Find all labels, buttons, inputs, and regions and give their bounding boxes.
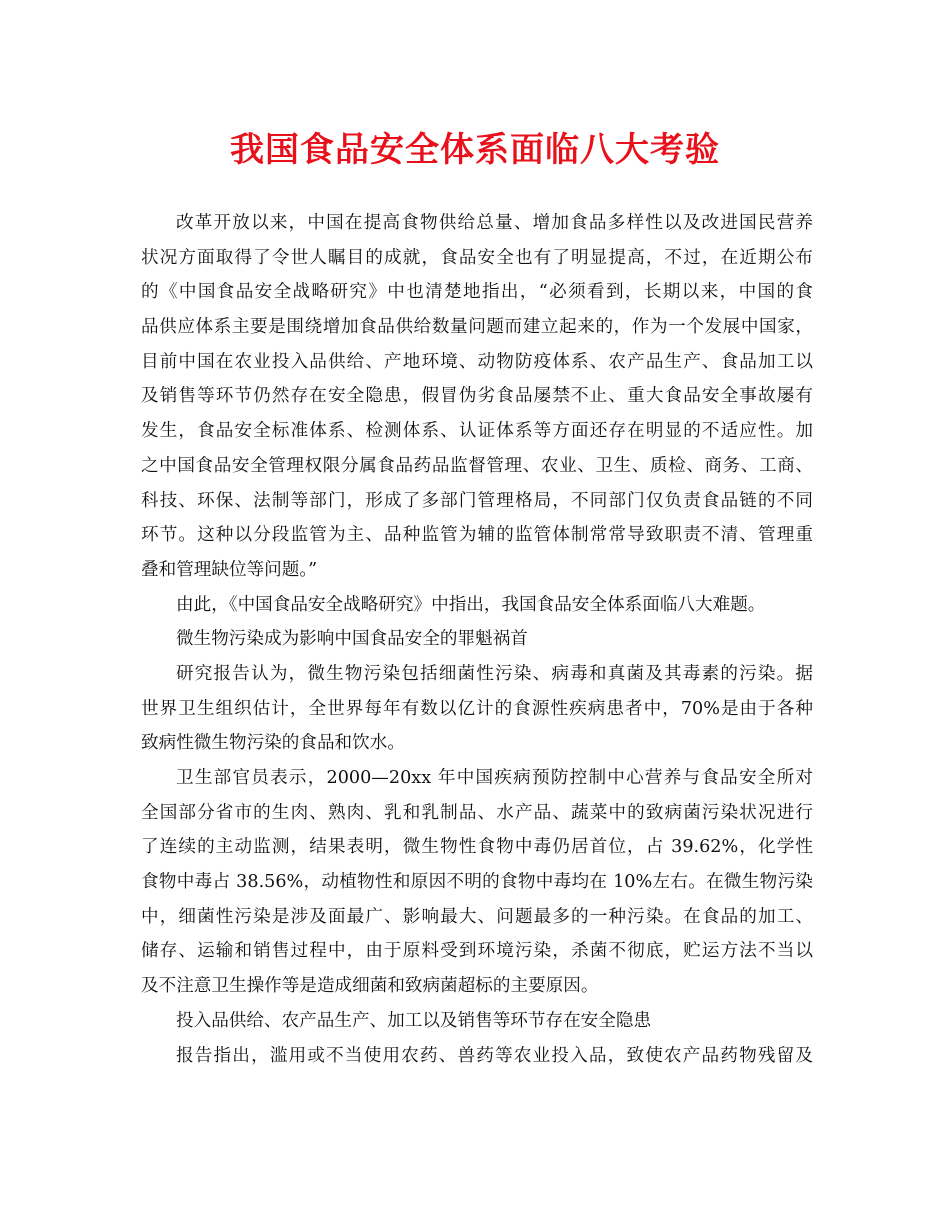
text-line: 世界卫生组织估计，全世界每年有数以亿计的食源性疾病患者中，70%是由于各种 [141, 698, 813, 719]
text-line: 目前中国在农业投入品供给、产地环境、动物防疫体系、农产品生产、食品加工以 [141, 351, 813, 372]
text-line: 研究报告认为，微生物污染包括细菌性污染、病毒和真菌及其毒素的污染。据 [176, 663, 813, 684]
text-line: 之中国食品安全管理权限分属食品药品监督管理、农业、卫生、质检、商务、工商、 [141, 455, 813, 476]
document-title: 我国食品安全体系面临八大考验 [230, 130, 720, 170]
text-line: 发生，食品安全标准体系、检测体系、认证体系等方面还存在明显的不适应性。加 [141, 421, 813, 442]
text-line: 科技、环保、法制等部门，形成了多部门管理格局，不同部门仅负责食品链的不同 [141, 490, 813, 511]
text-line: 改革开放以来，中国在提高食物供给总量、增加食品多样性以及改进国民营养 [176, 213, 813, 233]
text-line: 环节。这种以分段监管为主、品种监管为辅的监管体制常常导致职责不清、管理重 [141, 525, 813, 546]
section-heading: 投入品供给、农产品生产、加工以及销售等环节存在安全隐患 [176, 1010, 652, 1031]
text-line: 全国部分省市的生肉、熟肉、乳和乳制品、水产品、蔬菜中的致病菌污染状况进行 [141, 802, 813, 823]
text-line: 状况方面取得了令世人瞩目的成就，食品安全也有了明显提高，不过，在近期公布 [141, 247, 813, 268]
document-body [141, 206, 813, 1073]
text-line: 品供应体系主要是围绕增加食品供给数量问题而建立起来的，作为一个发展中国家， [141, 317, 813, 338]
text-line: 由此，《中国食品安全战略研究》中指出，我国食品安全体系面临八大难题。 [176, 594, 766, 615]
text-line: 的《中国食品安全战略研究》中也清楚地指出，“必须看到，长期以来，中国的食 [141, 282, 813, 303]
text-line: 储存、运输和销售过程中，由于原料受到环境污染，杀菌不彻底，贮运方法不当以 [141, 941, 813, 962]
text-line: 及不注意卫生操作等是造成细菌和致病菌超标的主要原因。 [141, 976, 599, 997]
text-line: 及销售等环节仍然存在安全隐患，假冒伪劣食品屡禁不止、重大食品安全事故屡有 [141, 386, 813, 407]
section-heading: 微生物污染成为影响中国食品安全的罪魁祸首 [176, 629, 528, 650]
text-line: 叠和管理缺位等问题。” [141, 559, 318, 580]
text-line: 了连续的主动监测，结果表明，微生物性食物中毒仍居首位，占 39.62%，化学性 [141, 837, 813, 858]
text-line: 致病性微生物污染的食品和饮水。 [141, 733, 405, 754]
text-line: 食物中毒占 38.56%，动植物性和原因不明的食物中毒均在 10%左右。在微生物污染 [141, 872, 813, 893]
text-line: 报告指出，滥用或不当使用农药、兽药等农业投入品，致使农产品药物残留及 [176, 1045, 813, 1066]
text-line: 中，细菌性污染是涉及面最广、影响最大、问题最多的一种污染。在食品的加工、 [141, 906, 813, 927]
text-line: 卫生部官员表示，2000—20xx 年中国疾病预防控制中心营养与食品安全所对 [176, 768, 813, 788]
